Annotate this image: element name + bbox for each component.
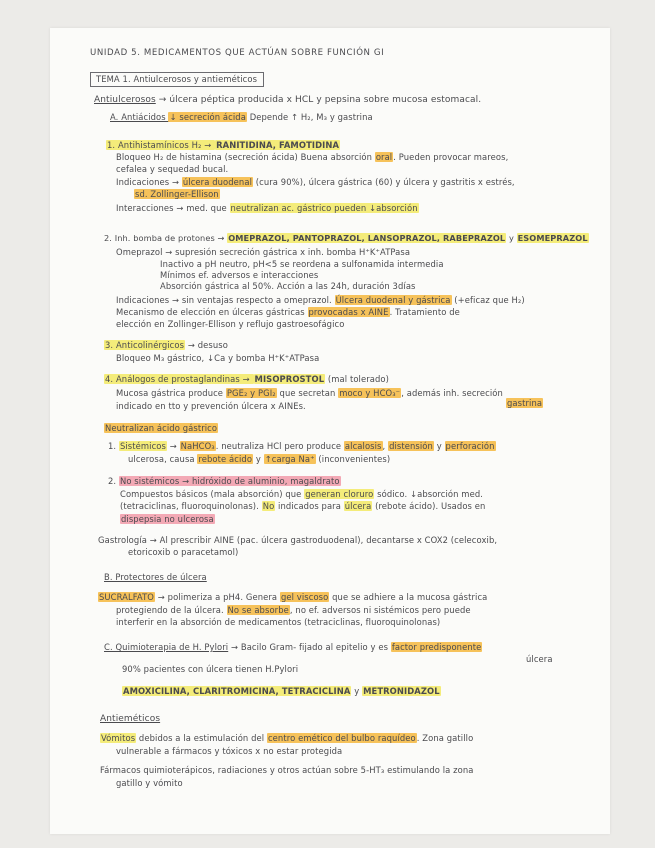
antiemetics-line2 xyxy=(116,746,342,757)
hpylori-stat-text: 90% pacientes con úlcera tienen H.Pylori xyxy=(122,664,299,674)
antiulcer-definition: → úlcera péptica producida x HCL y pepsina sobre mucosa estomacal. xyxy=(155,95,482,105)
ppi-label: 2. Inh. bomba de protones → xyxy=(104,233,228,243)
hpylori-heading xyxy=(104,642,482,653)
h2-indications-label: Indicaciones → xyxy=(116,177,182,187)
usados-text: (rebote ácido). Usados en xyxy=(372,501,486,511)
gastrology-note xyxy=(98,535,497,546)
systemic-cont xyxy=(128,454,390,465)
gatillo-text: gatillo y vómito xyxy=(116,778,183,788)
gastrina-note xyxy=(506,398,543,409)
ppi-indications xyxy=(116,295,525,306)
h2-side-effects-cont xyxy=(116,164,228,175)
pge2-highlight: PGE₂ y PGI₂ xyxy=(226,388,276,398)
h2-drug-names: RANITIDINA, FAMOTIDINA xyxy=(216,140,340,150)
protectors-heading xyxy=(104,572,207,583)
ppi-efficacy: (+eficaz que H₂) xyxy=(451,295,525,305)
h2-interactions-label: Interacciones → med. que xyxy=(116,203,230,213)
anticholinergics-mechanism-text: Bloqueo M₃ gástrico, ↓Ca y bomba H⁺K⁺ATPasa xyxy=(116,353,320,363)
systemic-antacids xyxy=(108,441,496,452)
systemic-arrow: → xyxy=(166,441,180,451)
prostaglandin-indication-text: indicado en tto y prevención úlcera x AINEs. xyxy=(116,401,306,411)
hpylori-ulcer-note xyxy=(526,654,553,665)
systemic-number: 1. xyxy=(108,441,119,451)
centro-emetico-highlight: centro emético del bulbo raquídeo xyxy=(267,733,416,743)
hpylori-stat xyxy=(122,664,298,675)
h2-mechanism xyxy=(116,152,508,163)
notes-page xyxy=(50,28,610,834)
prostaglandin-analogues xyxy=(104,374,389,385)
prostaglandin-indication xyxy=(116,401,306,412)
antiulcer-heading: Antiulcerosos xyxy=(94,95,156,105)
h2-indications xyxy=(116,177,515,188)
no-highlight: No xyxy=(262,501,275,511)
adhiere-text: que se adhiere a la mucosa gástrica xyxy=(329,592,488,602)
ppi-conjunction: y xyxy=(506,233,517,243)
ppi-choice-text: Mecanismo de elección en úlceras gástricas xyxy=(116,307,308,317)
secrete-text: que secretan xyxy=(276,388,339,398)
acid-secretion-highlight: ↓ secreción ácida xyxy=(169,112,246,122)
ppi-treatment-text: . Tratamiento de xyxy=(389,307,460,317)
anticholinergics xyxy=(104,340,228,351)
systemic-label: Sistémicos xyxy=(119,441,166,451)
gastrina-highlight: gastrina xyxy=(507,398,543,408)
omeprazol-ph-text: Inactivo a pH neutro, pH<5 se reordena a sulfonamida intermedia xyxy=(160,259,444,269)
non-systemic-text2 xyxy=(120,501,485,512)
omeprazol-mechanism-text: Omeprazol → supresión secreción gástrica x inh. bomba H⁺K⁺ATPasa xyxy=(116,247,411,257)
gastrology-text: Gastrología → Al prescribir AINE (pac. úlcera gastroduodenal), decantarse x COX2 (celecoxib, xyxy=(98,535,498,545)
compuestos-text: Compuestos básicos (mala absorción) que xyxy=(120,489,305,499)
sucralfato-highlight: SUCRALFATO xyxy=(99,592,155,602)
neutralizers-heading xyxy=(104,423,218,434)
h2-side-effects: . Pueden provocar mareos, xyxy=(393,152,509,162)
nahco3-highlight: NaHCO₃ xyxy=(180,441,215,451)
metronidazol-highlight: METRONIDAZOL xyxy=(363,686,440,696)
ppi-indications-cont2 xyxy=(116,319,344,330)
carga-na-highlight: ↑carga Na⁺ xyxy=(264,454,315,464)
hpylori-drug-names: AMOXICILINA, CLARITROMICINA, TETRACICLINA xyxy=(123,686,351,696)
h2-interactions xyxy=(116,203,419,214)
anticholinergics-mechanism xyxy=(116,353,319,364)
aine-highlight: provocadas x AINE xyxy=(308,307,389,317)
protegiendo-text: protegiendo de la úlcera. xyxy=(116,605,227,615)
polimeriza-text: → polimeriza a pH4. Genera xyxy=(155,592,280,602)
tetraciclinas-text: (tetraciclinas, fluoroquinolonas). xyxy=(120,501,262,511)
non-systemic-antacids xyxy=(108,476,341,487)
efectos-text: , no ef. adversos ni sistémicos pero puede xyxy=(289,605,471,615)
systemic-text: . neutraliza HCl pero produce xyxy=(215,441,344,451)
debidos-text: debidos a la estimulación del xyxy=(136,733,267,743)
neutralize-highlight: neutralizan ac. gástrico pueden ↓absorción xyxy=(230,203,418,213)
omeprazol-mechanism xyxy=(116,247,410,258)
gel-highlight: gel viscoso xyxy=(280,592,329,602)
zollinger-highlight: sd. Zollinger-Ellison xyxy=(135,189,219,199)
sucralfato-line1 xyxy=(98,592,487,603)
anticholinergics-label: 3. Anticolinérgicos xyxy=(105,340,185,350)
farmacos-text: Fármacos quimioterápicos, radiaciones y otros actúan sobre 5-HT₃ estimulando la zona xyxy=(100,765,474,775)
rebote-highlight: rebote ácido xyxy=(198,454,253,464)
topic-heading-box: TEMA 1. Antiulcerosos y antieméticos xyxy=(90,72,264,87)
omeprazol-effects xyxy=(160,270,318,281)
omeprazol-absorption xyxy=(160,281,416,292)
alcalosis-highlight: alcalosis xyxy=(344,441,382,451)
antiemetics-label: Antieméticos xyxy=(100,714,161,724)
sucralfato-line3 xyxy=(116,617,440,628)
non-systemic-text1 xyxy=(120,489,483,500)
cloruro-highlight: generan cloruro xyxy=(305,489,374,499)
omeprazol-ph xyxy=(160,259,444,270)
unit-heading-text: UNIDAD 5. MEDICAMENTOS QUE ACTÚAN SOBRE FUNCIÓN GI xyxy=(90,48,385,58)
misoprostol-note: (mal tolerado) xyxy=(325,374,390,384)
ppi-heading xyxy=(104,233,589,244)
h2-side-effects-cont-text: cefalea y sequedad bucal. xyxy=(116,164,229,174)
antiemetics-heading xyxy=(100,714,160,725)
hpylori-and: y xyxy=(351,686,363,696)
distension-highlight: distensión xyxy=(389,441,433,451)
ppi-indications-cont xyxy=(116,307,460,318)
omeprazol-effects-text: Mínimos ef. adversos e interacciones xyxy=(160,270,319,280)
ppi-drug-names: OMEPRAZOL, PANTOPRAZOL, LANSOPRAZOL, RABEPRAZOL xyxy=(228,233,506,243)
omeprazol-absorption-text: Absorción gástrica al 50%. Acción a las 24h, duración 3días xyxy=(160,281,416,291)
non-systemic-label: No sistémicos → hidróxido de aluminio, magaldrato xyxy=(119,476,340,486)
h2-indications-text: (cura 90%), úlcera gástrica (60) y úlcera y gastritis x estrés, xyxy=(253,177,515,187)
antiulcer-intro xyxy=(94,95,481,106)
interferir-text: interferir en la absorción de medicamentos (tetraciclinas, fluoroquinolonas) xyxy=(116,617,441,627)
prostaglandin-label: 4. Análogos de prostaglandinas → xyxy=(105,374,253,384)
unit-heading xyxy=(90,48,384,59)
inconvenientes-text: (inconvenientes) xyxy=(315,454,391,464)
esomeprazol-highlight: ESOMEPRAZOL xyxy=(517,233,588,243)
perforacion-highlight: perforación xyxy=(445,441,495,451)
h2-indications-cont xyxy=(134,189,220,200)
indicados-text: indicados para xyxy=(275,501,344,511)
factor-highlight: factor predisponente xyxy=(391,642,482,652)
neutralizers-label: Neutralizan ácido gástrico xyxy=(105,423,218,433)
bacilo-text: → Bacilo Gram- fijado al epitelio y es xyxy=(228,642,391,652)
ppi-reflux-text: elección en Zollinger-Ellison y reflujo gastroesofágico xyxy=(116,319,345,329)
duodenal-ulcer-highlight: úlcera duodenal xyxy=(182,177,253,187)
antacids-label: A. Antiácidos xyxy=(110,112,169,122)
protectors-label: B. Protectores de úlcera xyxy=(104,572,207,582)
sodico-text: sódico. ↓absorción med. xyxy=(374,489,483,499)
non-systemic-text3 xyxy=(120,514,215,525)
non-systemic-number: 2. xyxy=(108,476,119,486)
sucralfato-line2 xyxy=(116,605,471,616)
systemic-comma: , xyxy=(382,441,389,451)
h2-antihistamines-label: 1. Antihistamínicos H₂ → xyxy=(107,140,215,150)
antiemetics-line3 xyxy=(100,765,474,776)
ulcer-duodenal-gastric-highlight: Úlcera duodenal y gástrica xyxy=(335,295,451,305)
h2-antihistamines xyxy=(106,140,340,151)
dispepsia-highlight: dispepsia no ulcerosa xyxy=(121,514,214,524)
inh-secretion-text: , además inh. secreción xyxy=(401,388,503,398)
ulcer-cause-text: ulcerosa, causa xyxy=(128,454,198,464)
systemic-and: y xyxy=(433,441,445,451)
mucosa-text: Mucosa gástrica produce xyxy=(116,388,226,398)
topic-heading xyxy=(90,74,264,85)
mucus-highlight: moco y HCO₃⁻ xyxy=(339,388,401,398)
no-absorbe-highlight: No se absorbe xyxy=(227,605,289,615)
h2-mechanism-text: Bloqueo H₂ de histamina (secreción ácida) Buena absorción xyxy=(116,152,375,162)
vomitos-highlight: Vómitos xyxy=(101,733,136,743)
antacids-heading xyxy=(110,112,373,123)
gastrology-note-cont xyxy=(128,547,238,558)
gastrology-cont-text: etoricoxib o paracetamol) xyxy=(128,547,239,557)
antacids-dependence: Depende ↑ H₂, M₃ y gastrina xyxy=(246,112,373,122)
ppi-indications-label: Indicaciones → sin ventajas respecto a omeprazol. xyxy=(116,295,335,305)
prostaglandin-mechanism xyxy=(116,388,503,399)
ulcera-note-text: úlcera xyxy=(526,654,553,664)
systemic-and2: y xyxy=(253,454,264,464)
misoprostol-highlight: MISOPROSTOL xyxy=(254,374,325,384)
vulnerable-text: vulnerable a fármacos y tóxicos x no estar protegida xyxy=(116,746,343,756)
hpylori-drugs xyxy=(122,686,441,697)
antiemetics-line1 xyxy=(100,733,473,744)
hpylori-label: C. Quimioterapia de H. Pylori xyxy=(104,642,229,652)
zona-gatillo-text: . Zona gatillo xyxy=(416,733,474,743)
oral-highlight: oral xyxy=(375,152,393,162)
antiemetics-line4 xyxy=(116,778,183,789)
anticholinergics-note: → desuso xyxy=(185,340,228,350)
ulcera-highlight: úlcera xyxy=(344,501,372,511)
